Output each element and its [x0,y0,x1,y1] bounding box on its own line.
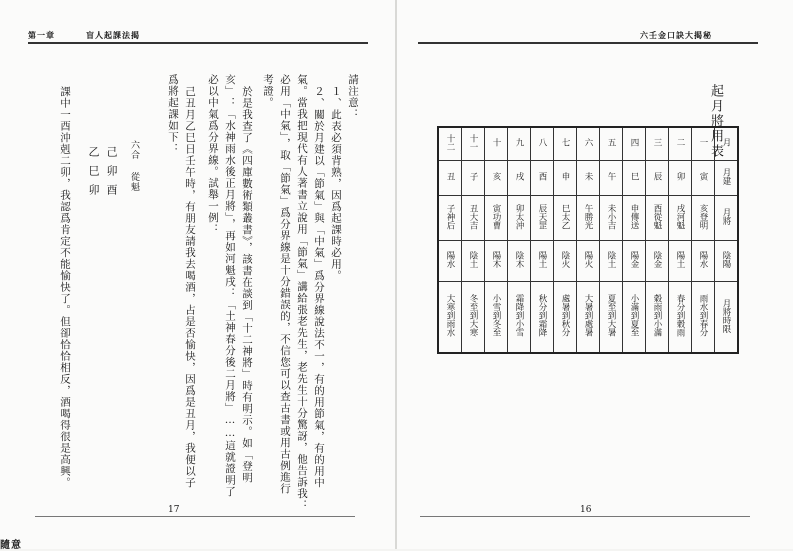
month-number-text: 六 [583,138,593,147]
chart-label-conghui: 從魁 [129,172,139,192]
month-general-table [437,126,739,354]
month-number-text: 十二 [445,134,455,151]
month-time-text: 大寒到雨水 [445,294,455,337]
month-time-text: 冬至到大寒 [468,294,478,337]
month-jiang-text: 戌河魁 [675,203,685,230]
month-jian-cell [462,161,485,196]
chart-label-liuhe: 六合 [129,140,139,160]
month-time-cell [508,282,531,354]
month-number-cell [692,127,715,161]
month-jian-cell [531,161,554,196]
row-label-jiang: 月將 [721,208,731,225]
note-1: １、此表必須背熟，因爲起課時必用。 [330,86,342,282]
month-time-text: 霜降到小雪 [514,294,524,337]
month-time-text: 小雪到冬至 [491,294,501,337]
month-yinyang-text: 陰土 [468,251,478,268]
month-yinyang-cell [692,241,715,282]
month-jiang-cell [577,196,600,241]
chapter-title: 盲人起課法揭 [86,30,140,40]
month-number-cell [485,127,508,161]
month-time-text: 春分到穀雨 [675,294,685,337]
month-jiang-text: 卯太沖 [514,203,524,230]
month-jian-text: 寅 [698,172,708,181]
month-number-text: 十 [491,138,501,147]
month-jiang-cell [600,196,623,241]
month-number-text: 五 [606,138,616,147]
month-jian-text: 子 [468,172,478,181]
month-jian-cell [554,161,577,196]
footer-rule-right [420,516,750,517]
month-jiang-text: 子神后 [445,203,455,230]
month-jian-text: 酉 [537,172,547,181]
month-jian-cell [623,161,646,196]
month-number-text: 二 [675,138,685,147]
table-row-yinyang [438,241,738,282]
month-time-cell [669,282,692,354]
header-rule-right [418,42,758,44]
month-yinyang-cell [577,241,600,282]
chart-row-2: 乙巳卯 [87,146,100,203]
month-yinyang-text: 陽金 [629,251,639,268]
month-time-text: 小滿到夏至 [629,294,639,337]
month-jiang-cell [554,196,577,241]
month-number-cell [600,127,623,161]
month-jian-cell [508,161,531,196]
month-number-text: 一 [698,138,708,147]
month-yinyang-text: 陰木 [514,251,524,268]
month-yinyang-cell [646,241,669,282]
month-number-text: 七 [560,138,570,147]
month-jiang-cell [669,196,692,241]
month-time-cell [646,282,669,354]
note-2-line-2: 氣。當我把現代有人著書立說用「節氣」講給張老先生，老先生十分驚訝，他告訴我： [296,74,308,511]
row-label-cell [715,161,739,196]
table-title: 起月將用表 [708,84,723,159]
month-number-text: 三 [652,138,662,147]
month-number-cell [462,127,485,161]
table-row-time [438,282,738,354]
month-number-cell [508,127,531,161]
month-yinyang-cell [554,241,577,282]
month-jiang-cell [692,196,715,241]
page-number-left: 17 [168,505,180,515]
month-jian-text: 戌 [514,172,524,181]
month-time-cell [462,282,485,354]
month-yinyang-text: 陽火 [583,251,593,268]
month-yinyang-cell [623,241,646,282]
para-line-1: 於是我查了《四庫數術類叢書》，該書在談到「十二神將」時有明示。如「登明 [241,86,253,484]
month-jian-cell [485,161,508,196]
month-jiang-text: 未小吉 [606,203,616,230]
month-jiang-text: 巳太乙 [560,203,570,230]
month-number-text: 四 [629,138,639,147]
month-yinyang-cell [508,241,531,282]
left-page [0,0,396,549]
month-jian-text: 卯 [675,172,685,181]
book-title: 六壬金口訣大揭秘 [640,30,712,40]
scan-mark: 隨意 [0,540,22,551]
month-jiang-cell [462,196,485,241]
row-label-cell [715,196,739,241]
month-time-cell [531,282,554,354]
month-yinyang-text: 陽水 [445,251,455,268]
month-number-cell [623,127,646,161]
para-line-2: 亥」：「水神雨水後正月將」，再如河魁戌：「土神春分後二月將」……這就證明了 [224,74,236,498]
month-jiang-cell [646,196,669,241]
month-jian-text: 巳 [629,172,639,181]
month-jiang-text: 寅功曹 [491,203,501,230]
month-jiang-cell [485,196,508,241]
row-label-cell [715,127,739,161]
month-yinyang-text: 陽土 [537,251,547,268]
month-number-cell [577,127,600,161]
month-jiang-text: 亥登明 [698,203,708,230]
month-number-cell [669,127,692,161]
month-yinyang-cell [462,241,485,282]
month-time-cell [600,282,623,354]
month-jian-cell [646,161,669,196]
footer-rule-left [35,516,355,517]
month-jiang-cell [531,196,554,241]
month-time-cell [554,282,577,354]
page-number-right: 16 [580,505,592,515]
row-label-jian: 月建 [721,168,731,185]
month-yinyang-cell [485,241,508,282]
month-time-cell [623,282,646,354]
month-number-text: 八 [537,138,547,147]
month-yinyang-cell [531,241,554,282]
row-label-cell [715,282,739,354]
month-time-cell [692,282,715,354]
row-label-yinyang: 陰陽 [721,251,731,268]
para-line-3: 必以中氣爲分界線。試舉一例： [207,74,219,235]
month-jian-cell [577,161,600,196]
conclusion: 課中一酉沖剋二卯，我認爲肯定不能愉快了。但卻恰恰相反，酒喝得很是高興。 [59,86,71,489]
month-time-cell [438,282,462,354]
month-jiang-cell [623,196,646,241]
table-row-num [438,127,738,161]
example-line-1: 己丑月乙巳日壬午時，有朋友請我去喝酒，占是否愉快，因爲是丑月，我便以子 [184,86,196,489]
month-jian-cell [438,161,462,196]
month-jian-text: 亥 [491,172,501,181]
header-rule [28,42,368,44]
month-jian-text: 辰 [652,172,662,181]
month-jian-text: 丑 [445,172,455,181]
month-jiang-text: 酉從魁 [652,203,662,230]
month-number-cell [646,127,669,161]
month-number-text: 九 [514,138,524,147]
month-time-cell [485,282,508,354]
month-time-text: 夏至到大暑 [606,294,616,337]
month-time-text: 雨水到春分 [698,294,708,337]
month-number-cell [438,127,462,161]
note-2-line-3: 必用「中氣」，取「節氣」爲分界線是十分錯誤的，不信您可以查古書或用古例進行 [279,74,291,495]
month-yinyang-text: 陰火 [560,251,570,268]
month-jian-cell [600,161,623,196]
month-jian-text: 午 [606,172,616,181]
month-yinyang-text: 陰土 [606,251,616,268]
chapter-label: 第一章 [28,30,55,40]
table-row-jian [438,161,738,196]
month-jiang-cell [508,196,531,241]
note-2-line-1: ２、關於月建以「節氣」與「中氣」爲分界線說法不一，有的用節氣，有的用中 [313,86,325,489]
row-label-time: 月將時限 [721,298,731,333]
month-yinyang-text: 陽土 [675,251,685,268]
month-number-cell [531,127,554,161]
month-jiang-text: 丑大吉 [468,203,478,230]
month-jiang-cell [438,196,462,241]
month-time-text: 穀雨到小滿 [652,294,662,337]
month-jian-cell [692,161,715,196]
row-label-cell [715,241,739,282]
month-number-text: 十一 [468,134,478,151]
month-jiang-text: 辰天罡 [537,203,547,230]
table-row-jiang [438,196,738,241]
example-line-2: 爲將起課如下： [167,74,179,155]
month-jian-cell [669,161,692,196]
note-2-line-4: 考證。 [262,74,274,109]
month-yinyang-cell [669,241,692,282]
month-yinyang-cell [600,241,623,282]
notes-heading: 請注意： [347,74,359,120]
month-time-text: 處暑到秋分 [560,294,570,337]
month-time-cell [577,282,600,354]
month-jiang-text: 午勝光 [583,203,593,230]
row-label-num: 月 [721,138,731,147]
month-time-text: 秋分到霜降 [537,294,547,337]
month-yinyang-text: 陽木 [491,251,501,268]
chart-row-1: 己卯酉 [105,146,118,203]
month-jiang-text: 申傳送 [629,203,639,230]
month-yinyang-text: 陽水 [698,251,708,268]
month-time-text: 大暑到處暑 [583,294,593,337]
month-jian-text: 未 [583,172,593,181]
month-yinyang-text: 陰金 [652,251,662,268]
month-number-cell [554,127,577,161]
month-yinyang-cell [438,241,462,282]
month-jian-text: 申 [560,172,570,181]
